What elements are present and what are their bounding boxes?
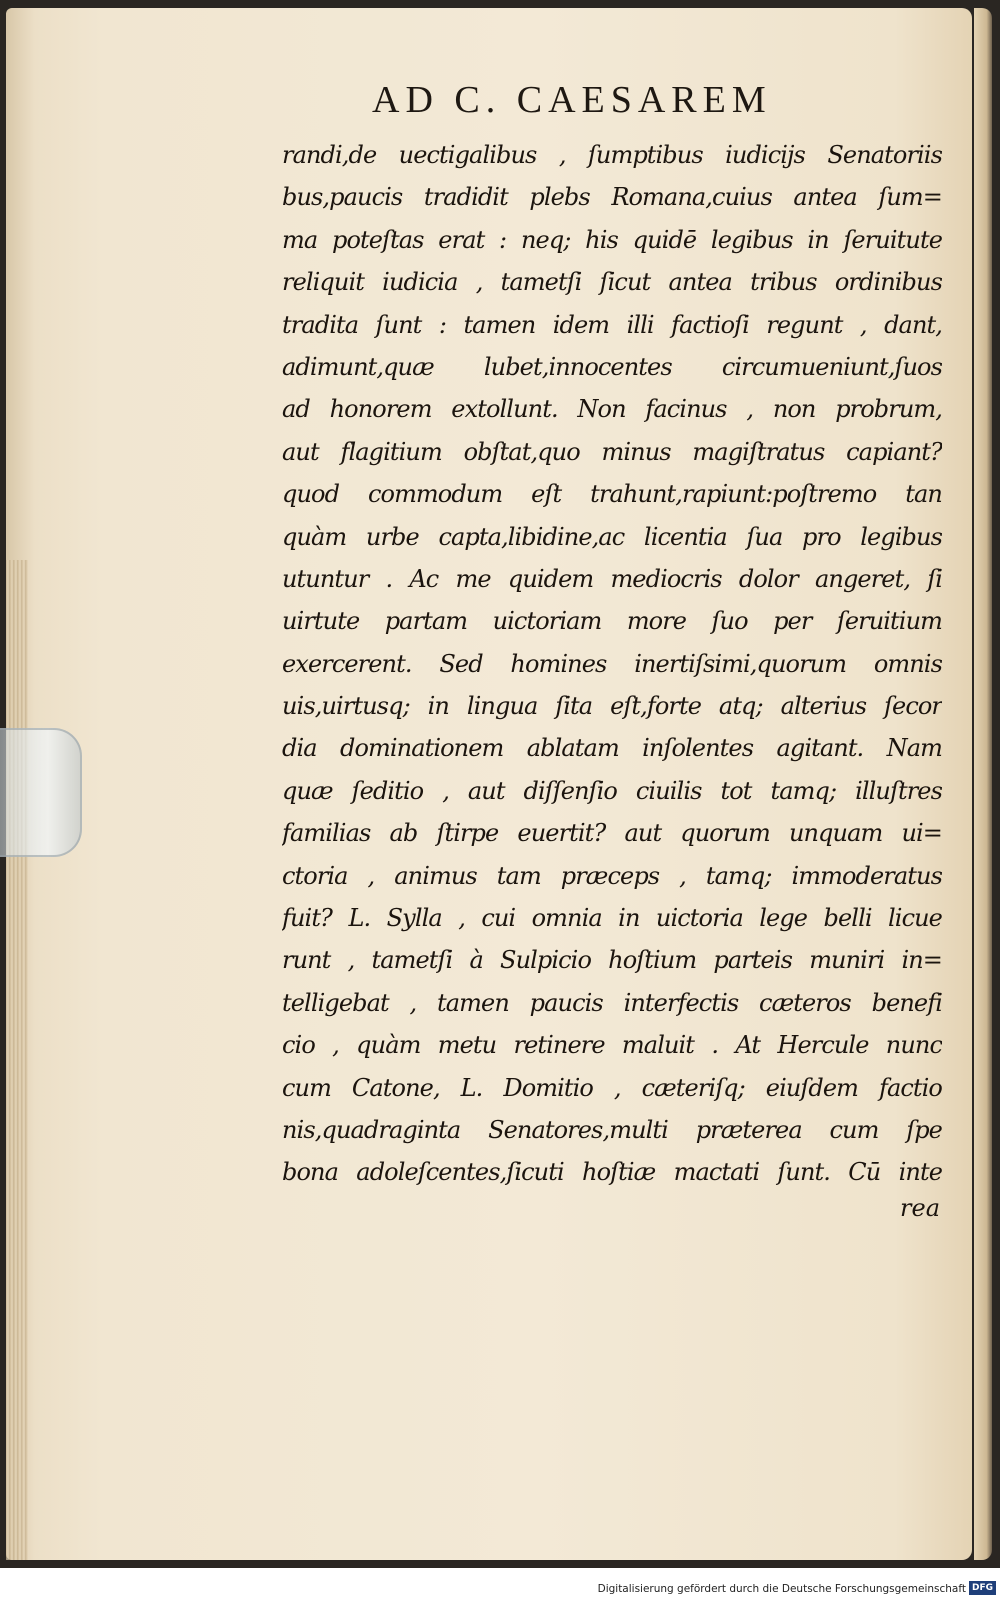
- page-edges-right: [974, 8, 992, 1560]
- funding-note: Digitalisierung gefördert durch die Deutsche Forschungsgemeinschaft: [597, 1583, 966, 1595]
- text-line: uis,uirtusq; in lingua ſita eſt,forte atq; alterius ſecor: [282, 692, 942, 721]
- dfg-logo: DFG: [969, 1581, 996, 1595]
- text-line: dia dominationem ablatam inſolentes agitant. Nam: [282, 734, 942, 763]
- text-line: aut flagitium obſtat,quo minus magiſtratus capiant?: [282, 437, 942, 466]
- text-line: quàm urbe capta,libidine,ac licentia ſua pro legibus: [282, 522, 942, 551]
- text-line: ctoria , animus tam præceps , tamq; immoderatus: [282, 861, 942, 890]
- book-clip: [0, 728, 82, 857]
- text-line: adimunt,quæ lubet,innocentes circumueniunt,ſuos: [282, 352, 942, 381]
- text-line: utuntur . Ac me quidem mediocris dolor angeret, ſi: [282, 564, 942, 593]
- text-line: tradita ſunt : tamen idem illi factioſi regunt , dant,: [282, 310, 942, 339]
- text-line: cio , quàm metu retinere maluit . At Hercule nunc: [282, 1031, 942, 1060]
- text-line: fuit? L. Sylla , cui omnia in uictoria lege belli licue: [282, 904, 942, 933]
- text-line: randi,de uectigalibus , ſumptibus iudicijs Senatoriis: [282, 141, 942, 169]
- running-head: AD C. CAESAREM: [372, 79, 772, 121]
- text-line: bona adoleſcentes,ſicuti hoſtiæ mactati ſunt. Cū inte: [282, 1158, 942, 1187]
- text-line: exercerent. Sed homines inertiſsimi,quorum omnis: [282, 649, 942, 678]
- text-line: familias ab ſtirpe euertit? aut quorum unquam ui=: [282, 819, 942, 848]
- text-line: bus,paucis tradidit plebs Romana,cuius antea ſum=: [282, 183, 942, 212]
- catchword: rea: [900, 1194, 940, 1222]
- text-line: nis,quadraginta Senatores,multi præterea cum ſpe: [282, 1115, 942, 1144]
- text-line: ma poteſtas erat : neq; his quidē legibus in ſeruitute: [282, 225, 942, 254]
- text-block: [282, 134, 942, 1194]
- text-line: cum Catone, L. Domitio , cæteriſq; eiuſdem factio: [282, 1073, 942, 1102]
- text-line: reliquit iudicia , tametſi ſicut antea tribus ordinibus: [282, 268, 942, 297]
- text-line: telligebat , tamen paucis interfectis cæteros benefi: [282, 988, 942, 1017]
- text-line: uirtute partam uictoriam more ſuo per ſeruitium: [282, 607, 942, 636]
- page-edges-left: [6, 560, 28, 1560]
- text-line: ad honorem extollunt. Non facinus , non probrum,: [282, 395, 942, 424]
- text-line: runt , tametſi à Sulpicio hoſtium parteis muniri in=: [282, 946, 942, 975]
- text-line: quæ ſeditio , aut diſſenſio ciuilis tot tamq; illuſtres: [282, 776, 942, 805]
- text-line: quod commodum eſt trahunt,rapiunt:poſtremo tan: [282, 480, 942, 509]
